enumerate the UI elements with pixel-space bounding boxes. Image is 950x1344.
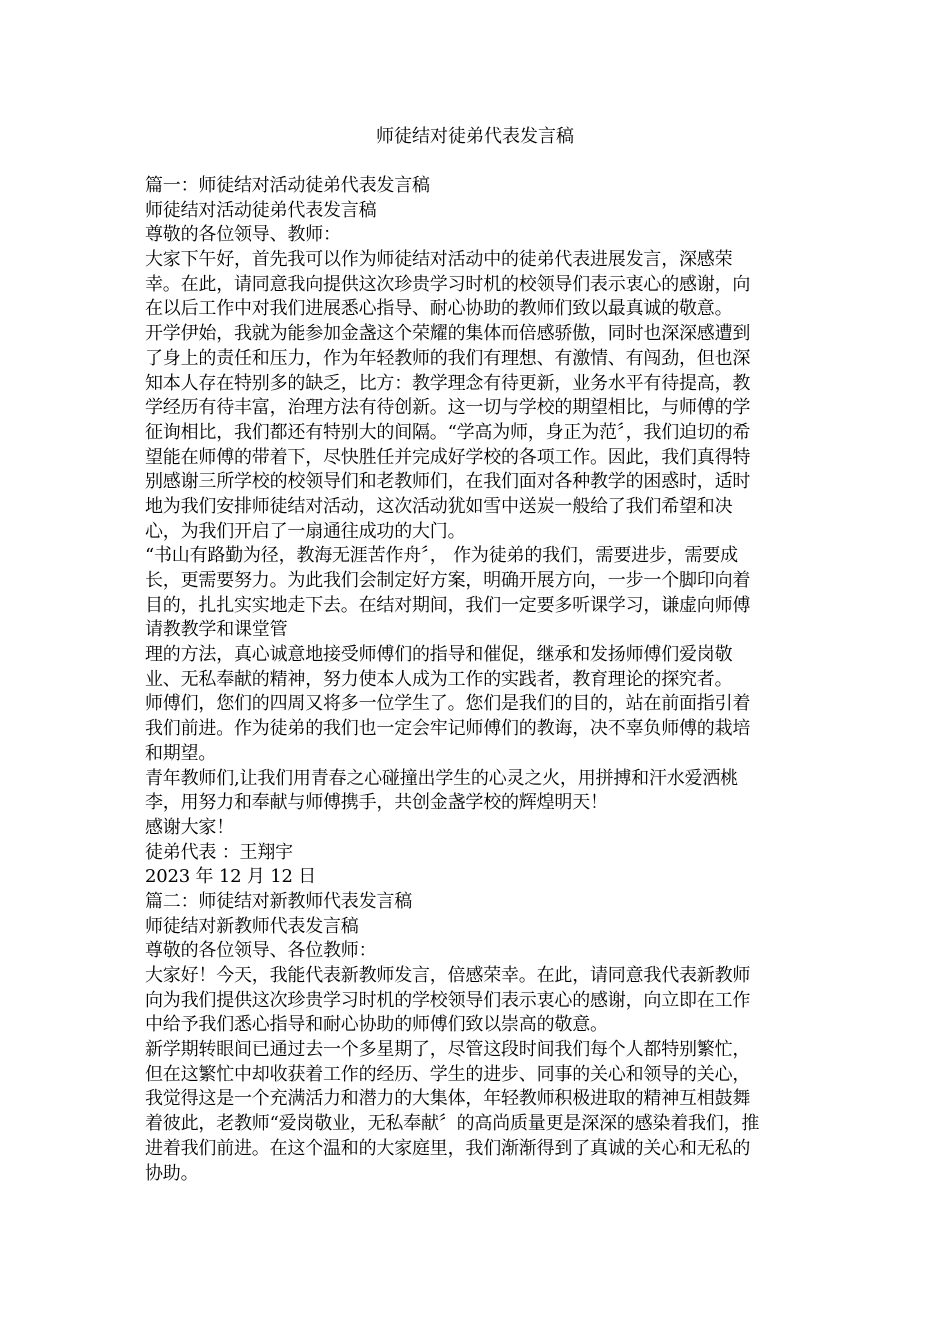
text-line: 2023 年 12 月 12 日 (145, 866, 317, 888)
text-line: 李，用努力和奉献与师傅携手，共创金盏学校的辉煌明天！ (145, 792, 608, 814)
document-title: 师徒结对徒弟代表发言稿 (376, 126, 574, 147)
text-line: 幸。在此，请同意我向提供这次珍贵学习时机的校领导们表示衷心的感谢，向 (145, 273, 751, 295)
text-line: 新学期转眼间已通过去一个多星期了，尽管这段时间我们每个人都特别繁忙， (145, 1039, 751, 1061)
text-line: 学经历有待丰富，治理方法有待创新。这一切与学校的期望相比，与师傅的学 (145, 397, 751, 419)
text-line: 了身上的责任和压力，作为年轻教师的我们有理想、有激情、有闯劲，但也深 (145, 347, 751, 369)
text-line: 业、无私奉献的精神，努力使本人成为工作的实践者，教育理论的探究者。 (145, 668, 733, 690)
text-line: 别感谢三所学校的校领导们和老教师们，在我们面对各种教学的困惑时，适时 (145, 471, 751, 493)
text-line: 向为我们提供这次珍贵学习时机的学校领导们表示衷心的感谢，向立即在工作 (145, 989, 751, 1011)
text-line: 我们前进。作为徒弟的我们也一定会牢记师傅们的教诲，决不辜负师傅的栽培 (145, 718, 751, 740)
text-line: 长，更需要努力。为此我们会制定好方案，明确开展方向，一步一个脚印向着 (145, 570, 751, 591)
text-line: 大家下午好，首先我可以作为师徒结对活动中的徒弟代表进展发言，深感荣 (145, 249, 733, 271)
text-line: 中给予我们悉心指导和耐心协助的师傅们致以崇高的敬意。 (145, 1014, 608, 1036)
text-line: 师傅们，您们的四周又将多一位学生了。您们是我们的目的，站在前面指引着 (145, 693, 751, 715)
text-line: 在以后工作中对我们进展悉心指导、耐心协助的教师们致以最真诚的敬意。 (145, 298, 733, 320)
text-line: 尊敬的各位领导、各位教师： (145, 940, 377, 962)
text-line: 望能在师傅的带着下，尽快胜任并完成好学校的各项工作。因此，我们真得特 (145, 446, 751, 468)
text-line: 请教教学和课堂管 (145, 619, 288, 641)
text-line: 感谢大家！ (145, 816, 234, 838)
text-line: 徒弟代表 ：王翔宇 (145, 841, 293, 863)
text-line: 尊敬的各位领导、教师： (145, 224, 341, 246)
document-body (145, 174, 810, 1186)
text-line: 和期望。 (145, 742, 217, 764)
text-line: 开学伊始，我就为能参加金盏这个荣耀的集体而倍感骄傲，同时也深深感遭到 (145, 323, 751, 345)
text-line: 征询相比，我们都还有特别大的间隔。“学高为师，身正为范〞，我们迫切的希 (145, 421, 751, 443)
text-line: 师徒结对活动徒弟代表发言稿 (145, 199, 377, 221)
text-line: 大家好！今天，我能代表新教师发言，倍感荣幸。在此，请同意我代表新教师 (145, 965, 751, 986)
text-line: 理的方法，真心诚意地接受师傅们的指导和催促，继承和发扬师傅们爱岗敬 (145, 644, 733, 666)
text-line: 篇一：师徒结对活动徒弟代表发言稿 (145, 175, 430, 196)
text-line: 篇二：师徒结对新教师代表发言稿 (145, 890, 412, 912)
text-line: 师徒结对新教师代表发言稿 (145, 915, 359, 937)
text-line: 我觉得这是一个充满活力和潜力的大集体，年轻教师积极进取的精神互相鼓舞 (145, 1088, 751, 1110)
text-line: 知本人存在特别多的缺乏，比方：教学理念有待更新，业务水平有待提高，教 (145, 372, 751, 394)
text-line: “书山有路勤为径，教海无涯苦作舟〞， 作为徒弟的我们，需要进步，需要成 (145, 545, 738, 567)
text-line: 进着我们前进。在这个温和的大家庭里，我们渐渐得到了真诚的关心和无私的 (145, 1137, 751, 1159)
text-line: 心，为我们开启了一扇通往成功的大门。 (145, 520, 466, 542)
text-line: 但在这繁忙中却收获着工作的经历、学生的进步、同事的关心和领导的关心， (145, 1063, 751, 1085)
text-line: 地为我们安排师徒结对活动，这次活动犹如雪中送炭一般给了我们希望和决 (145, 495, 733, 517)
text-line: 着彼此，老教师“爱岗敬业，无私奉献〞的高尚质量更是深深的感染着我们，推 (145, 1113, 760, 1135)
text-line: 目的，扎扎实实地走下去。在结对期间，我们一定要多听课学习，谦虚向师傅 (145, 594, 751, 616)
text-line: 青年教师们,让我们用青春之心碰撞出学生的心灵之火，用拼搏和汗水爱洒桃 (145, 767, 738, 789)
text-line: 协助。 (145, 1162, 199, 1184)
